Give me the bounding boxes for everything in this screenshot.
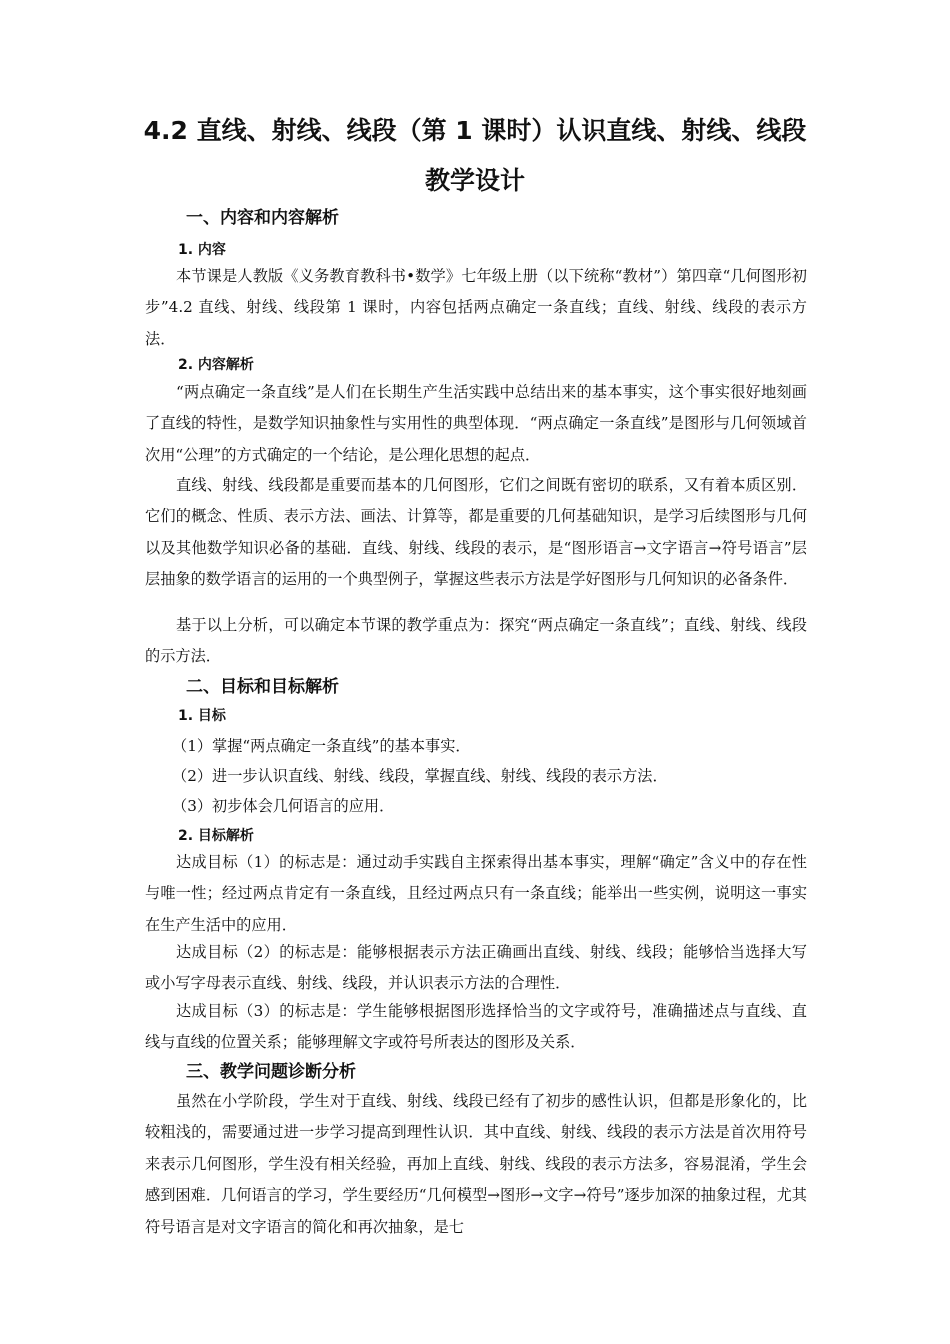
section3-paragraph1: 虽然在小学阶段，学生对于直线、射线、线段已经有了初步的感性认识，但都是形象化的，比较粗浅的，需要通过进一步学习提高到理性认识．其中直线、射线、线段的表示方法是首次用符号来表示几何图形，学生没有相关经验，再加上直线、射线、线段的表示方法多，容易混淆，学生会感到困难．几何语言的学习，学生要经历“几何模型→图形→文字→符号”逐步加深的抽象过程，尤其符号语言是对文字语言的简化和再次抽象，是七 (145, 1092, 807, 1236)
section1-paragraph4: 基于以上分析，可以确定本节课的教学重点为：探究“两点确定一条直线”；直线、射线、线段的示方法． (145, 616, 807, 666)
document-title-line1: 4.2 直线、射线、线段（第 1 课时）认识直线、射线、线段 (143, 116, 807, 145)
section2-paragraph2: 达成目标（2）的标志是：能够根据表示方法正确画出直线、射线、线段；能够恰当选择大写或小写字母表示直线、射线、线段，并认识表示方法的合理性． (145, 943, 807, 993)
section2-heading: 二、目标和目标解析 (186, 677, 339, 697)
section2-sub2: 2. 目标解析 (178, 828, 254, 844)
goal-item-3: （3）初步体会几何语言的应用． (172, 797, 395, 815)
section1-paragraph2: “两点确定一条直线”是人们在长期生产生活实践中总结出来的基本事实，这个事实很好地刻画了直线的特性，是数学知识抽象性与实用性的典型体现．“两点确定一条直线”是图形与几何领域首次用“公理”的方式确定的一个结论，是公理化思想的起点． (145, 383, 807, 464)
goal-item-2: （2）进一步认识直线、射线、线段，掌握直线、射线、线段的表示方法． (172, 767, 668, 785)
document-title-line2: 教学设计 (424, 166, 525, 195)
section1-paragraph3: 直线、射线、线段都是重要而基本的几何图形，它们之间既有密切的联系，又有着本质区别．它们的概念、性质、表示方法、画法、计算等，都是重要的几何基础知识，是学习后续图形与几何以及其他数学知识必备的基础．直线、射线、线段的表示，是“图形语言→文字语言→符号语言”层层抽象的数学语言的运用的一个典型例子，掌握这些表示方法是学好图形与几何知识的必备条件． (145, 476, 807, 589)
section3-heading: 三、教学问题诊断分析 (186, 1062, 356, 1082)
section2-paragraph3: 达成目标（3）的标志是：学生能够根据图形选择恰当的文字或符号，准确描述点与直线、直线与直线的位置关系；能够理解文字或符号所表达的图形及关系． (145, 1002, 807, 1052)
section2-paragraph1: 达成目标（1）的标志是：通过动手实践自主探索得出基本事实，理解“确定”含义中的存在性与唯一性；经过两点肯定有一条直线，且经过两点只有一条直线；能举出一些实例，说明这一事实在生产生活中的应用． (145, 853, 807, 934)
section1-heading: 一、内容和内容解析 (186, 208, 339, 228)
section1-sub1: 1. 内容 (178, 242, 226, 258)
section1-sub2: 2. 内容解析 (178, 357, 254, 373)
section2-sub1: 1. 目标 (178, 708, 226, 724)
goal-item-1: （1）掌握“两点确定一条直线”的基本事实． (172, 737, 471, 755)
section1-paragraph1: 本节课是人教版《义务教育教科书•数学》七年级上册（以下统称“教材”）第四章“几何图形初步”4.2 直线、射线、线段第 1 课时，内容包括两点确定一条直线；直线、射线、线段的表示方法． (145, 267, 807, 348)
